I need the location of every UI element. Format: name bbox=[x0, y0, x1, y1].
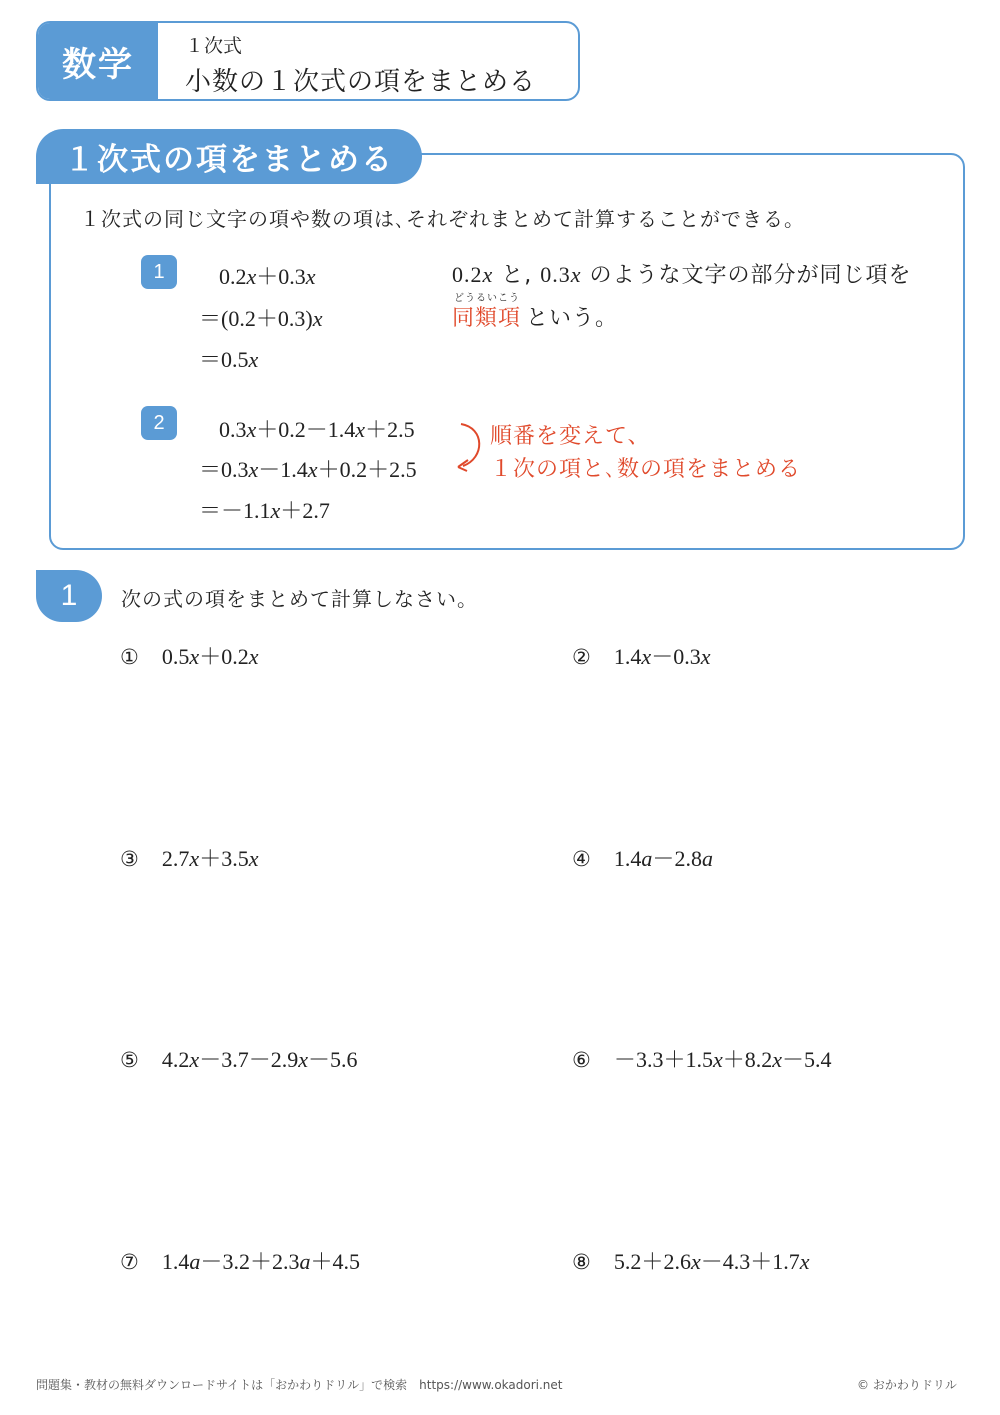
question-expression: 0.5x＋0.2x bbox=[161, 644, 259, 669]
question-1 bbox=[120, 640, 258, 671]
page-title: 小数の１次式の項をまとめる bbox=[185, 67, 537, 97]
question-6 bbox=[572, 1043, 832, 1074]
note-text-d: のような文字の部分が同じ項を bbox=[581, 263, 912, 288]
question-number: ⑧ bbox=[572, 1250, 591, 1274]
footer-site-text: 問題集・教材の無料ダウンロードサイトは「おかわりドリル」で検索 https://www.okadori.net bbox=[36, 1378, 563, 1392]
question-expression: 4.2x－3.7－2.9x－5.6 bbox=[161, 1047, 358, 1072]
example-1-note-line-2: という。 bbox=[526, 306, 619, 331]
example-2-note-line-1: 順番を変えて、 bbox=[490, 424, 651, 449]
question-2 bbox=[572, 640, 710, 671]
question-3 bbox=[120, 842, 258, 873]
note-text-b: と, bbox=[493, 263, 541, 288]
example-1-badge: 1 bbox=[141, 255, 177, 289]
example-2-badge: 2 bbox=[141, 406, 177, 440]
header-box bbox=[36, 21, 580, 101]
subject-badge: 数学 bbox=[38, 23, 158, 99]
ruby-reading: どうるいこう bbox=[454, 293, 520, 304]
problem-instruction: 次の式の項をまとめて計算しなさい。 bbox=[121, 587, 478, 611]
note-term-c: 0.3x bbox=[540, 262, 582, 287]
example-1-step-1: 0.2x＋0.3x bbox=[219, 264, 316, 289]
section-description: １次式の同じ文字の項や数の項は､それぞれまとめて計算することができる。 bbox=[80, 207, 805, 231]
example-1-step-3: ＝0.5x bbox=[199, 347, 259, 372]
unit-label: １次式 bbox=[185, 35, 243, 57]
question-expression: 5.2＋2.6x－4.3＋1.7x bbox=[613, 1249, 810, 1274]
question-expression: 1.4a－2.8a bbox=[613, 846, 713, 871]
example-2-note bbox=[490, 420, 801, 486]
example-2-step-3: ＝－1.1x＋2.7 bbox=[199, 498, 330, 523]
question-expression: 1.4a－3.2＋2.3a＋4.5 bbox=[161, 1249, 360, 1274]
example-2-step-2: ＝0.3x－1.4x＋0.2＋2.5 bbox=[199, 457, 417, 482]
question-8 bbox=[572, 1245, 810, 1276]
reorder-arrow-icon bbox=[455, 420, 489, 472]
question-number: ⑥ bbox=[572, 1048, 591, 1072]
example-2-step-1: 0.3x＋0.2－1.4x＋2.5 bbox=[219, 417, 415, 442]
question-number: ⑦ bbox=[120, 1250, 139, 1274]
like-terms-keyword: 同類項 bbox=[452, 306, 522, 331]
question-number: ⑤ bbox=[120, 1048, 139, 1072]
question-5 bbox=[120, 1043, 358, 1074]
question-number: ③ bbox=[120, 847, 139, 871]
question-7 bbox=[120, 1245, 360, 1276]
question-expression: 2.7x＋3.5x bbox=[161, 846, 259, 871]
question-number: ④ bbox=[572, 847, 591, 871]
question-expression: －3.3＋1.5x＋8.2x－5.4 bbox=[613, 1047, 832, 1072]
example-1-step-2: ＝(0.2＋0.3)x bbox=[199, 306, 323, 331]
question-number: ① bbox=[120, 645, 139, 669]
example-1-note-line-1 bbox=[452, 258, 912, 289]
section-title: １次式の項をまとめる bbox=[36, 129, 422, 184]
problem-number-badge: 1 bbox=[36, 570, 102, 622]
note-term-a: 0.2x bbox=[452, 262, 494, 287]
question-number: ② bbox=[572, 645, 591, 669]
footer-copyright: © おかわりドリル bbox=[857, 1378, 957, 1392]
example-2-note-line-2: １次の項と､数の項をまとめる bbox=[490, 457, 802, 482]
question-4 bbox=[572, 842, 713, 873]
question-expression: 1.4x－0.3x bbox=[613, 644, 711, 669]
